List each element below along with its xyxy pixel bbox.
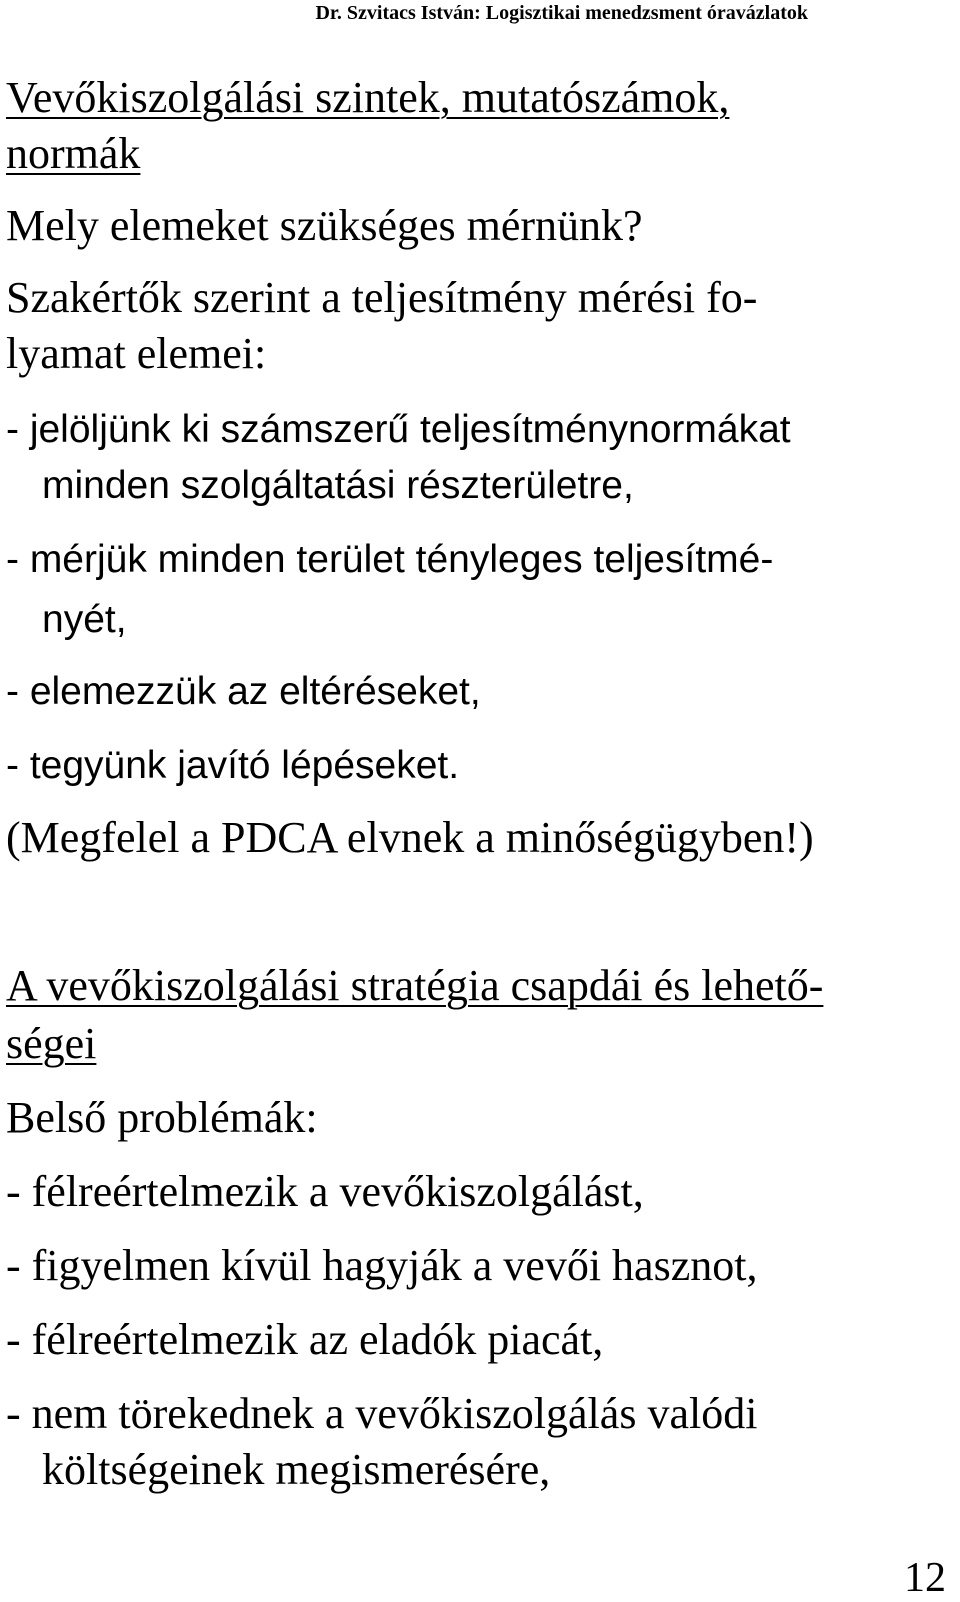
section1-item-1-line2: minden szolgáltatási részterületre, xyxy=(42,464,634,507)
section2-title-line1: A vevőkiszolgálási stratégia csapdái és lehető- xyxy=(6,961,824,1010)
section2-item-3: - félreértelmezik az eladók piacát, xyxy=(6,1315,604,1364)
section1-item-1-line1: - jelöljünk ki számszerű teljesítménynormákat xyxy=(6,408,791,451)
section2-item-2: - figyelmen kívül hagyják a vevői hasznot, xyxy=(6,1241,758,1290)
section1-item-2-line2: nyét, xyxy=(42,598,127,641)
section2-title-line2: ségei xyxy=(6,1019,97,1068)
section1-item-4: - tegyünk javító lépéseket. xyxy=(6,744,460,787)
section1-title-line1: Vevőkiszolgálási szintek, mutatószámok, xyxy=(6,73,730,122)
section1-note: (Megfelel a PDCA elvnek a minőségügyben!) xyxy=(6,813,814,862)
page-header: Dr. Szvitacs István: Logisztikai menedzsment óravázlatok xyxy=(315,2,808,24)
section1-item-2-line1: - mérjük minden terület tényleges teljesítmé- xyxy=(6,538,774,581)
section2-subheading: Belső problémák: xyxy=(6,1093,318,1142)
section1-title-line2: normák xyxy=(6,129,141,178)
section2-item-4-line1: - nem törekednek a vevőkiszolgálás valódi xyxy=(6,1389,758,1438)
section1-intro-line2: lyamat elemei: xyxy=(6,329,267,378)
section1-question: Mely elemeket szükséges mérnünk? xyxy=(6,201,643,250)
section2-item-1: - félreértelmezik a vevőkiszolgálást, xyxy=(6,1167,644,1216)
page-number: 12 xyxy=(904,1555,946,1601)
section1-item-3: - elemezzük az eltéréseket, xyxy=(6,670,481,713)
section2-item-4-line2: költségeinek megismerésére, xyxy=(42,1445,551,1494)
section1-intro-line1: Szakértők szerint a teljesítmény mérési fo- xyxy=(6,273,758,322)
